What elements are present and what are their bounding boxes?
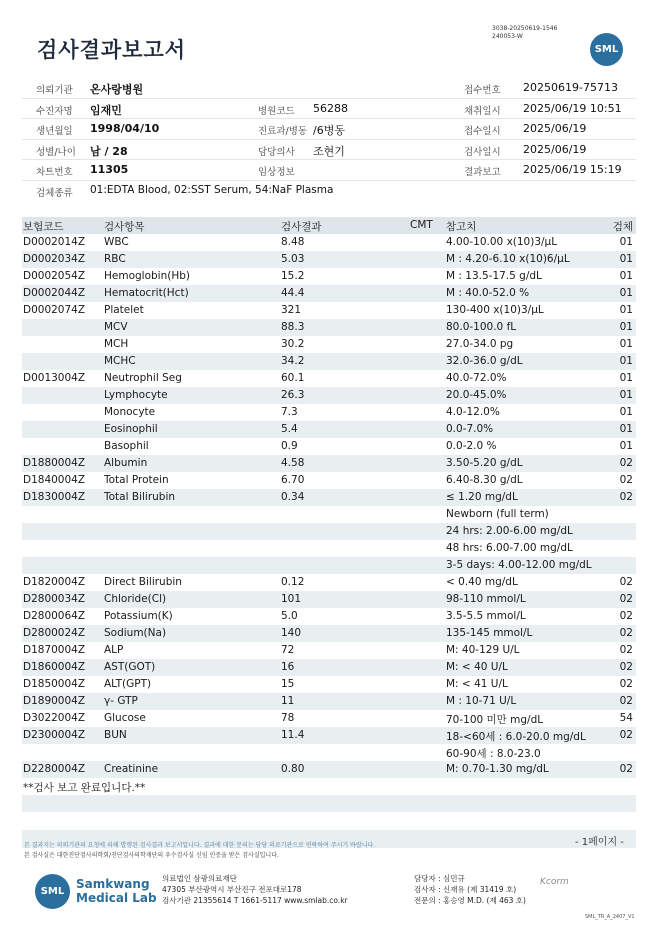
page-number: - 1페이지 -: [575, 837, 624, 848]
insurance-code: D1830004Z: [23, 491, 86, 503]
test-result: 15.2: [281, 270, 305, 282]
test-result: 321: [281, 304, 302, 316]
insurance-code: D2800034Z: [23, 593, 86, 605]
table-row: [22, 744, 636, 761]
table-row: [22, 727, 636, 744]
test-item: Neutrophil Seg: [104, 372, 182, 384]
table-row: [22, 336, 636, 353]
test-result: 26.3: [281, 389, 305, 401]
org-contact: 검사기관 21355614 T 1661-5117 www.smlab.co.kr: [162, 896, 348, 905]
table-row: [22, 795, 636, 812]
insurance-code: D1860004Z: [23, 661, 86, 673]
test-item: AST(GOT): [104, 661, 156, 673]
table-row: [22, 455, 636, 472]
test-result: 140: [281, 627, 302, 639]
reference-range: M: 40-129 U/L: [446, 644, 520, 656]
table-row: [22, 438, 636, 455]
specimen-code: 02: [619, 610, 633, 622]
doctor-label: 담당의사: [258, 146, 295, 158]
reference-range: < 0.40 mg/dL: [446, 576, 518, 588]
reference-range: 135-145 mmol/L: [446, 627, 533, 639]
insurance-code: D0002044Z: [23, 287, 86, 299]
test-date-value: 2025/06/19: [523, 142, 587, 156]
reference-range: M : 40.0-52.0 %: [446, 287, 530, 299]
table-row: [22, 557, 636, 574]
header-specimen: 검체: [612, 221, 633, 233]
specimen-code: 02: [619, 661, 633, 673]
collect-value: 2025/06/19 10:51: [523, 101, 622, 115]
test-result: 60.1: [281, 372, 305, 384]
info-row: [22, 160, 636, 181]
insurance-code: D2300004Z: [23, 729, 86, 741]
header-result: 검사결과: [281, 221, 322, 233]
test-result: 5.03: [281, 253, 305, 265]
test-item: Platelet: [104, 304, 144, 316]
info-row: [22, 119, 636, 140]
info-row: [22, 140, 636, 161]
collect-label: 채취일시: [464, 105, 501, 117]
sml-logo-icon: SML: [590, 33, 623, 66]
test-result: 88.3: [281, 321, 305, 333]
reference-range: 48 hrs: 6.00-7.00 mg/dL: [446, 542, 573, 554]
test-result: 34.2: [281, 355, 305, 367]
report-label: 결과보고: [464, 167, 501, 179]
table-row: [22, 472, 636, 489]
insurance-code: D0002034Z: [23, 253, 86, 265]
patient-name-value: 임재민: [90, 103, 122, 117]
test-result: 11: [281, 695, 295, 707]
reference-range: 18-<60세 : 6.0-20.0 mg/dL: [446, 731, 586, 743]
specimen-code: 54: [619, 712, 633, 724]
receipt-date-label: 접수일시: [464, 126, 501, 138]
specimen-code: 01: [619, 321, 633, 333]
institution-label: 의뢰기관: [36, 85, 73, 96]
specimen-code: 02: [619, 593, 633, 605]
patient-info: [22, 78, 636, 202]
test-item: MCH: [104, 338, 129, 350]
test-item: Albumin: [104, 457, 148, 469]
reference-range: 3.50-5.20 g/dL: [446, 457, 523, 469]
reference-range: 4.0-12.0%: [446, 406, 500, 418]
test-result: 0.12: [281, 576, 305, 588]
insurance-code: D1840004Z: [23, 474, 86, 486]
brand-name: [76, 877, 157, 905]
document-number-line-2: 240053-W: [492, 33, 523, 40]
table-body: [22, 234, 636, 812]
table-row: [22, 268, 636, 285]
reference-range: 70-100 미만 mg/dL: [446, 714, 544, 726]
insurance-code: D2800064Z: [23, 610, 86, 622]
table-row: [22, 302, 636, 319]
brand-name-line-1: Samkwang: [76, 877, 150, 891]
test-item: Basophil: [104, 440, 149, 452]
test-result: 0.34: [281, 491, 305, 503]
dob-label: 생년월일: [36, 126, 73, 138]
table-row: [22, 319, 636, 336]
table-row: [22, 591, 636, 608]
insurance-code: D1820004Z: [23, 576, 86, 588]
test-result: 6.70: [281, 474, 305, 486]
reference-range: 32.0-36.0 g/dL: [446, 355, 523, 367]
insurance-code: D2800024Z: [23, 627, 86, 639]
table-row: [22, 710, 636, 727]
specimen-code: 01: [619, 389, 633, 401]
sex-age-label: 성별/나이: [36, 146, 76, 158]
test-item: Monocyte: [104, 406, 156, 418]
receipt-date-value: 2025/06/19: [523, 122, 587, 136]
test-result: 11.4: [281, 729, 305, 741]
form-id: SML_TR_A_2407_V1: [585, 914, 635, 920]
test-result: 0.9: [281, 440, 298, 452]
table-row: [22, 370, 636, 387]
table-row: [22, 421, 636, 438]
info-row: [22, 181, 636, 202]
test-item: WBC: [104, 236, 129, 248]
specimen-code: 01: [619, 423, 633, 435]
sml-brand-logo-icon: SML: [35, 874, 70, 909]
test-result: 0.80: [281, 763, 305, 775]
report-value: 2025/06/19 15:19: [523, 163, 622, 177]
header-code: 보험코드: [23, 221, 64, 233]
table-header: [22, 217, 636, 234]
table-row: [22, 642, 636, 659]
header-cmt: CMT: [410, 219, 433, 231]
info-row: [22, 99, 636, 120]
insurance-code: D0002014Z: [23, 236, 86, 248]
test-result: 5.0: [281, 610, 298, 622]
manager-line: 담당자 : 심민규: [414, 874, 465, 883]
specimen-code: 01: [619, 270, 633, 282]
table-row: [22, 234, 636, 251]
report-title: 검사결과보고서: [37, 38, 187, 62]
specimen-code: 01: [619, 406, 633, 418]
results-table: [22, 217, 636, 812]
specimen-value: 01:EDTA Blood, 02:SST Serum, 54:NaF Plasma: [90, 183, 334, 196]
brand-name-line-2: Medical Lab: [76, 891, 157, 905]
hospital-code-value: 56288: [313, 101, 348, 115]
insurance-code: D2280004Z: [23, 763, 86, 775]
test-item: Lymphocyte: [104, 389, 168, 401]
footer-note-1: 본 결과지는 의뢰기관의 요청에 의해 발행된 검사결과 보고서입니다. 결과에 대한 문의는 담당 의료기관으로 연락하여 주시기 바랍니다.: [24, 842, 376, 849]
specimen-code: 01: [619, 372, 633, 384]
reference-range: 130-400 x(10)3/μL: [446, 304, 544, 316]
test-item: ALT(GPT): [104, 678, 152, 690]
chart-no-label: 차트번호: [36, 167, 73, 179]
specimen-code: 01: [619, 338, 633, 350]
reference-range: M : 10-71 U/L: [446, 695, 517, 707]
specimen-label: 검체종류: [36, 187, 73, 199]
insurance-code: D1850004Z: [23, 678, 86, 690]
table-row: [22, 489, 636, 506]
reference-range: 27.0-34.0 pg: [446, 338, 514, 350]
table-row: [22, 693, 636, 710]
reference-range: 60-90세 : 8.0-23.0: [446, 748, 541, 760]
table-row: [22, 387, 636, 404]
clinical-info-label: 임상정보: [258, 167, 295, 179]
insurance-code: D3022004Z: [23, 712, 86, 724]
table-row: [22, 574, 636, 591]
reference-range: M: < 40 U/L: [446, 661, 508, 673]
reference-range: 0.0-2.0 %: [446, 440, 497, 452]
test-result: 7.3: [281, 406, 298, 418]
test-result: 16: [281, 661, 295, 673]
reference-range: M : 13.5-17.5 g/dL: [446, 270, 542, 282]
table-row: [22, 761, 636, 778]
specimen-code: 01: [619, 355, 633, 367]
insurance-code: D0002074Z: [23, 304, 86, 316]
test-item: RBC: [104, 253, 126, 265]
chart-no-value: 11305: [90, 163, 129, 177]
table-row: [22, 285, 636, 302]
org-name: 의료법인 삼광의료재단: [162, 874, 237, 883]
reference-range: 6.40-8.30 g/dL: [446, 474, 523, 486]
test-item: ALP: [104, 644, 124, 656]
insurance-code: D0013004Z: [23, 372, 86, 384]
reference-range: 3.5-5.5 mmol/L: [446, 610, 526, 622]
dept-value: /6병동: [313, 124, 345, 138]
reference-range: M : 4.20-6.10 x(10)6/μL: [446, 253, 570, 265]
specimen-code: 02: [619, 474, 633, 486]
table-row: [22, 404, 636, 421]
test-result: 4.58: [281, 457, 305, 469]
test-item: MCV: [104, 321, 128, 333]
test-item: Creatinine: [104, 763, 159, 775]
reference-range: 24 hrs: 2.00-6.00 mg/dL: [446, 525, 573, 537]
table-row: [22, 676, 636, 693]
specimen-code: 01: [619, 304, 633, 316]
reference-range: 80.0-100.0 fL: [446, 321, 517, 333]
specimen-code: 02: [619, 729, 633, 741]
test-item: MCHC: [104, 355, 136, 367]
test-result: 8.48: [281, 236, 305, 248]
specimen-code: 02: [619, 644, 633, 656]
test-item: Chloride(Cl): [104, 593, 167, 605]
reference-range: 3-5 days: 4.00-12.00 mg/dL: [446, 559, 592, 571]
document-number: [492, 25, 557, 41]
test-result: 15: [281, 678, 295, 690]
table-row: [22, 778, 636, 795]
table-row: [22, 506, 636, 523]
reference-range: 98-110 mmol/L: [446, 593, 526, 605]
specimen-code: 01: [619, 287, 633, 299]
specimen-code: 01: [619, 253, 633, 265]
receipt-no-label: 접수번호: [464, 85, 501, 96]
test-item: Total Protein: [104, 474, 169, 486]
org-address: 47305 부산광역시 부산진구 전포대로178: [162, 885, 302, 894]
test-item: Glucose: [104, 712, 146, 724]
test-item: Direct Bilirubin: [104, 576, 182, 588]
test-result: 101: [281, 593, 302, 605]
table-row: [22, 353, 636, 370]
header-item: 검사항목: [104, 221, 145, 233]
institution-value: 온사랑병원: [90, 83, 144, 96]
insurance-code: **검사 보고 완료입니다.**: [23, 782, 146, 794]
test-item: Potassium(K): [104, 610, 173, 622]
reference-range: 0.0-7.0%: [446, 423, 494, 435]
table-row: [22, 540, 636, 557]
test-item: Sodium(Na): [104, 627, 167, 639]
reference-range: 20.0-45.0%: [446, 389, 507, 401]
insurance-code: D1890004Z: [23, 695, 86, 707]
reference-range: M: 0.70-1.30 mg/dL: [446, 763, 549, 775]
test-result: 44.4: [281, 287, 305, 299]
test-date-label: 검사일시: [464, 146, 501, 158]
specialist-line: 전문의 : 홍승영 M.D. (제 463 호): [414, 896, 526, 905]
specimen-code: 02: [619, 491, 633, 503]
reference-range: 40.0-72.0%: [446, 372, 507, 384]
test-result: 5.4: [281, 423, 298, 435]
doctor-value: 조현기: [313, 144, 345, 158]
test-result: 30.2: [281, 338, 305, 350]
reference-range: ≤ 1.20 mg/dL: [446, 491, 518, 503]
table-row: [22, 251, 636, 268]
receipt-no-value: 20250619-75713: [523, 81, 618, 94]
specimen-code: 02: [619, 678, 633, 690]
specimen-code: 01: [619, 236, 633, 248]
table-row: [22, 625, 636, 642]
specimen-code: 02: [619, 763, 633, 775]
footer-note-2: 본 검사실은 대한진단검사의학회/진단검사의학재단의 우수검사실 신임 인증을 받은 검사실입니다.: [24, 852, 279, 859]
insurance-code: D1870004Z: [23, 644, 86, 656]
insurance-code: D1880004Z: [23, 457, 86, 469]
specimen-code: 01: [619, 440, 633, 452]
test-result: 72: [281, 644, 295, 656]
sex-age-value: 남 / 28: [90, 144, 128, 158]
test-item: Total Bilirubin: [104, 491, 176, 503]
test-item: BUN: [104, 729, 127, 741]
specimen-code: 02: [619, 576, 633, 588]
signature: Kcorm: [540, 877, 569, 887]
insurance-code: D0002054Z: [23, 270, 86, 282]
specimen-code: 02: [619, 457, 633, 469]
dob-value: 1998/04/10: [90, 122, 160, 136]
patient-name-label: 수진자명: [36, 105, 73, 117]
specimen-code: 02: [619, 695, 633, 707]
test-item: Hemoglobin(Hb): [104, 270, 191, 282]
info-row: [22, 78, 636, 99]
test-result: 78: [281, 712, 295, 724]
tester-line: 검사자 : 신재유 (제 31419 호): [414, 885, 517, 894]
hospital-code-label: 병원코드: [258, 105, 295, 117]
test-item: Hematocrit(Hct): [104, 287, 189, 299]
test-item: Eosinophil: [104, 423, 158, 435]
table-row: [22, 523, 636, 540]
reference-range: Newborn (full term): [446, 508, 549, 520]
header-reference: 참고치: [446, 221, 477, 233]
test-item: γ- GTP: [104, 695, 138, 707]
table-row: [22, 608, 636, 625]
document-number-line-1: 3038-20250619-1546: [492, 25, 558, 32]
dept-label: 진료과/병동: [258, 126, 308, 138]
reference-range: M: < 41 U/L: [446, 678, 508, 690]
table-row: [22, 659, 636, 676]
reference-range: 4.00-10.00 x(10)3/μL: [446, 236, 558, 248]
specimen-code: 02: [619, 627, 633, 639]
